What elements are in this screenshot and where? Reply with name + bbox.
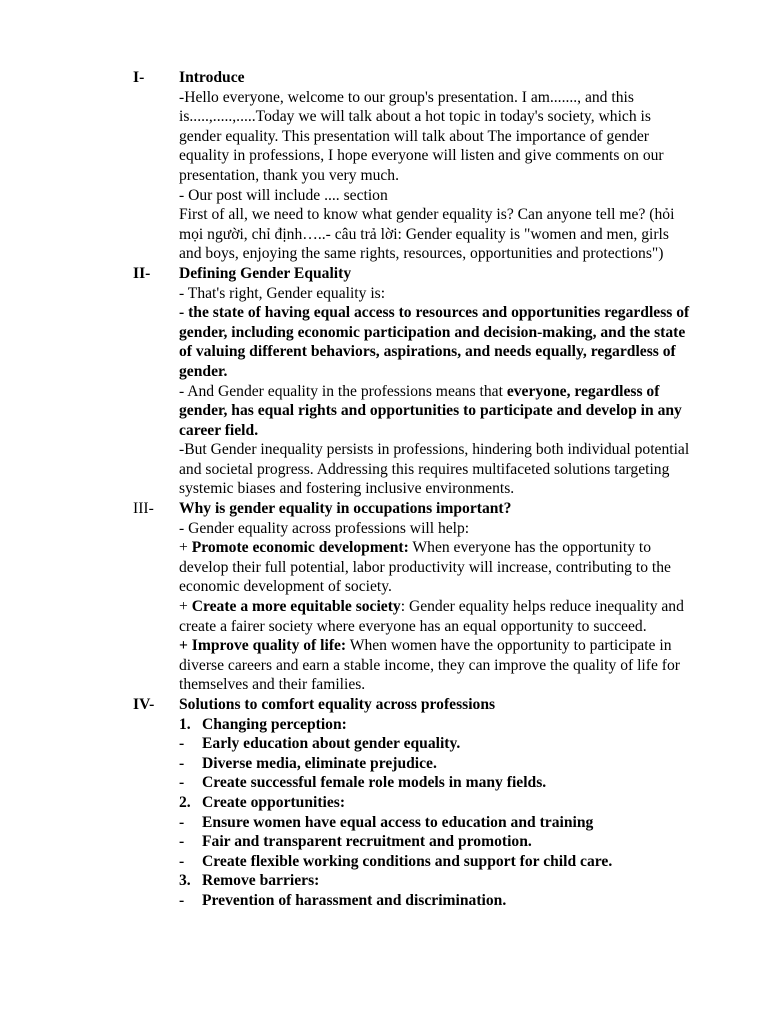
- section-numeral: III-: [133, 500, 154, 518]
- paragraph: -Hello everyone, welcome to our group's presentation. I am......., and this is.....,.....,.....Today we will talk about a hot topic in today's society, which is gender equality. This presentation will talk about The importance of gender equality in professions, I hope everyone will listen and give comments on our presentation, thank you very much.: [179, 88, 664, 184]
- list-item-text: Fair and transparent recruitment and promotion.: [202, 833, 532, 851]
- list-item: [179, 871, 695, 891]
- list-item: [179, 734, 695, 754]
- section-numeral: I-: [133, 69, 145, 86]
- bullet-prefix: +: [179, 598, 192, 616]
- bullet-prefix: +: [179, 539, 192, 557]
- bullet-paragraph: [179, 636, 695, 695]
- list-item: [179, 754, 695, 774]
- list-item-text: Remove barriers:: [202, 872, 320, 890]
- list-item-text: Create successful female role models in many fields.: [202, 774, 547, 792]
- section-solutions: [0, 695, 695, 911]
- section-numeral: IV-: [133, 696, 155, 713]
- list-item: [179, 715, 695, 735]
- bullet-title: Promote economic development:: [191, 539, 409, 557]
- list-item-text: Prevention of harassment and discrimination.: [202, 891, 507, 909]
- list-item: [179, 773, 695, 793]
- list-marker: -: [179, 833, 185, 851]
- list-marker: -: [179, 735, 185, 753]
- bullet-text: When everyone has the opportunity to develop their full potential, labor productivity will increase, contributing to the economic development of society.: [179, 539, 671, 596]
- list-item: [179, 813, 695, 833]
- list-marker: -: [179, 813, 185, 831]
- list-item: [179, 793, 695, 813]
- bullet-paragraph: [179, 538, 695, 597]
- list-marker: 3.: [179, 872, 191, 890]
- bullet-title: Create a more equitable society: [191, 598, 401, 616]
- list-item-text: Changing perception:: [202, 715, 347, 733]
- paragraph: - Our post will include .... section: [179, 186, 388, 204]
- bullet-paragraph: [179, 597, 695, 636]
- paragraph: First of all, we need to know what gender equality is? Can anyone tell me? (hỏi mọi người, chỉ định…..- câu trả lời: Gender equality is "women and men, girls and boys, enjoying the same rights, resources, opportunities and protections"): [179, 206, 675, 263]
- paragraph-emphasis: everyone, regardless of gender, has equal rights and opportunities to participate and develop in any career field.: [179, 382, 682, 439]
- definition-paragraph: - the state of having equal access to resources and opportunities regardless of gender, including economic participation and decision-making, and the state of valuing different behaviors, aspirations, and needs equally, regardless of gender.: [179, 304, 690, 380]
- list-item-text: Diverse media, eliminate prejudice.: [202, 754, 437, 772]
- list-item: [179, 832, 695, 852]
- list-marker: -: [179, 852, 185, 870]
- list-marker: 1.: [179, 715, 191, 733]
- paragraph-lead: - And Gender equality in the professions means that: [179, 382, 507, 400]
- list-item-text: Ensure women have equal access to education and training: [202, 813, 594, 831]
- section-heading: Defining Gender Equality: [179, 264, 352, 282]
- list-marker: -: [179, 774, 185, 792]
- list-marker: -: [179, 754, 185, 772]
- section-why-important: [0, 499, 695, 695]
- paragraph: -But Gender inequality persists in professions, hindering both individual potential and societal progress. Addressing this requires multifaceted solutions targeting systemic biases and fostering inclusive environments.: [179, 441, 690, 498]
- bullet-text: When women have the opportunity to participate in diverse careers and earn a stable income, they can improve the quality of life for themselves and their families.: [179, 637, 680, 694]
- list-item: [179, 891, 695, 911]
- section-heading: Introduce: [179, 69, 245, 86]
- section-numeral: II-: [133, 264, 151, 282]
- bullet-text: : Gender equality helps reduce inequality and create a fairer society where everyone has an equal opportunity to succeed.: [179, 598, 684, 635]
- list-item-text: Early education about gender equality.: [202, 735, 461, 753]
- paragraph: - That's right, Gender equality is:: [179, 284, 386, 302]
- bullet-title: + Improve quality of life:: [179, 637, 347, 655]
- section-heading: Solutions to comfort equality across professions: [179, 696, 496, 713]
- list-marker: 2.: [179, 793, 191, 811]
- list-item: [179, 852, 695, 872]
- document-page: [0, 68, 768, 911]
- list-item-text: Create flexible working conditions and support for child care.: [202, 852, 613, 870]
- paragraph: [179, 382, 695, 441]
- paragraph: - Gender equality across professions will help:: [179, 519, 470, 537]
- section-introduce: [0, 68, 695, 264]
- section-heading: Why is gender equality in occupations important?: [179, 500, 512, 518]
- list-item-text: Create opportunities:: [202, 793, 346, 811]
- list-marker: -: [179, 891, 185, 909]
- section-defining-gender-equality: [0, 264, 695, 499]
